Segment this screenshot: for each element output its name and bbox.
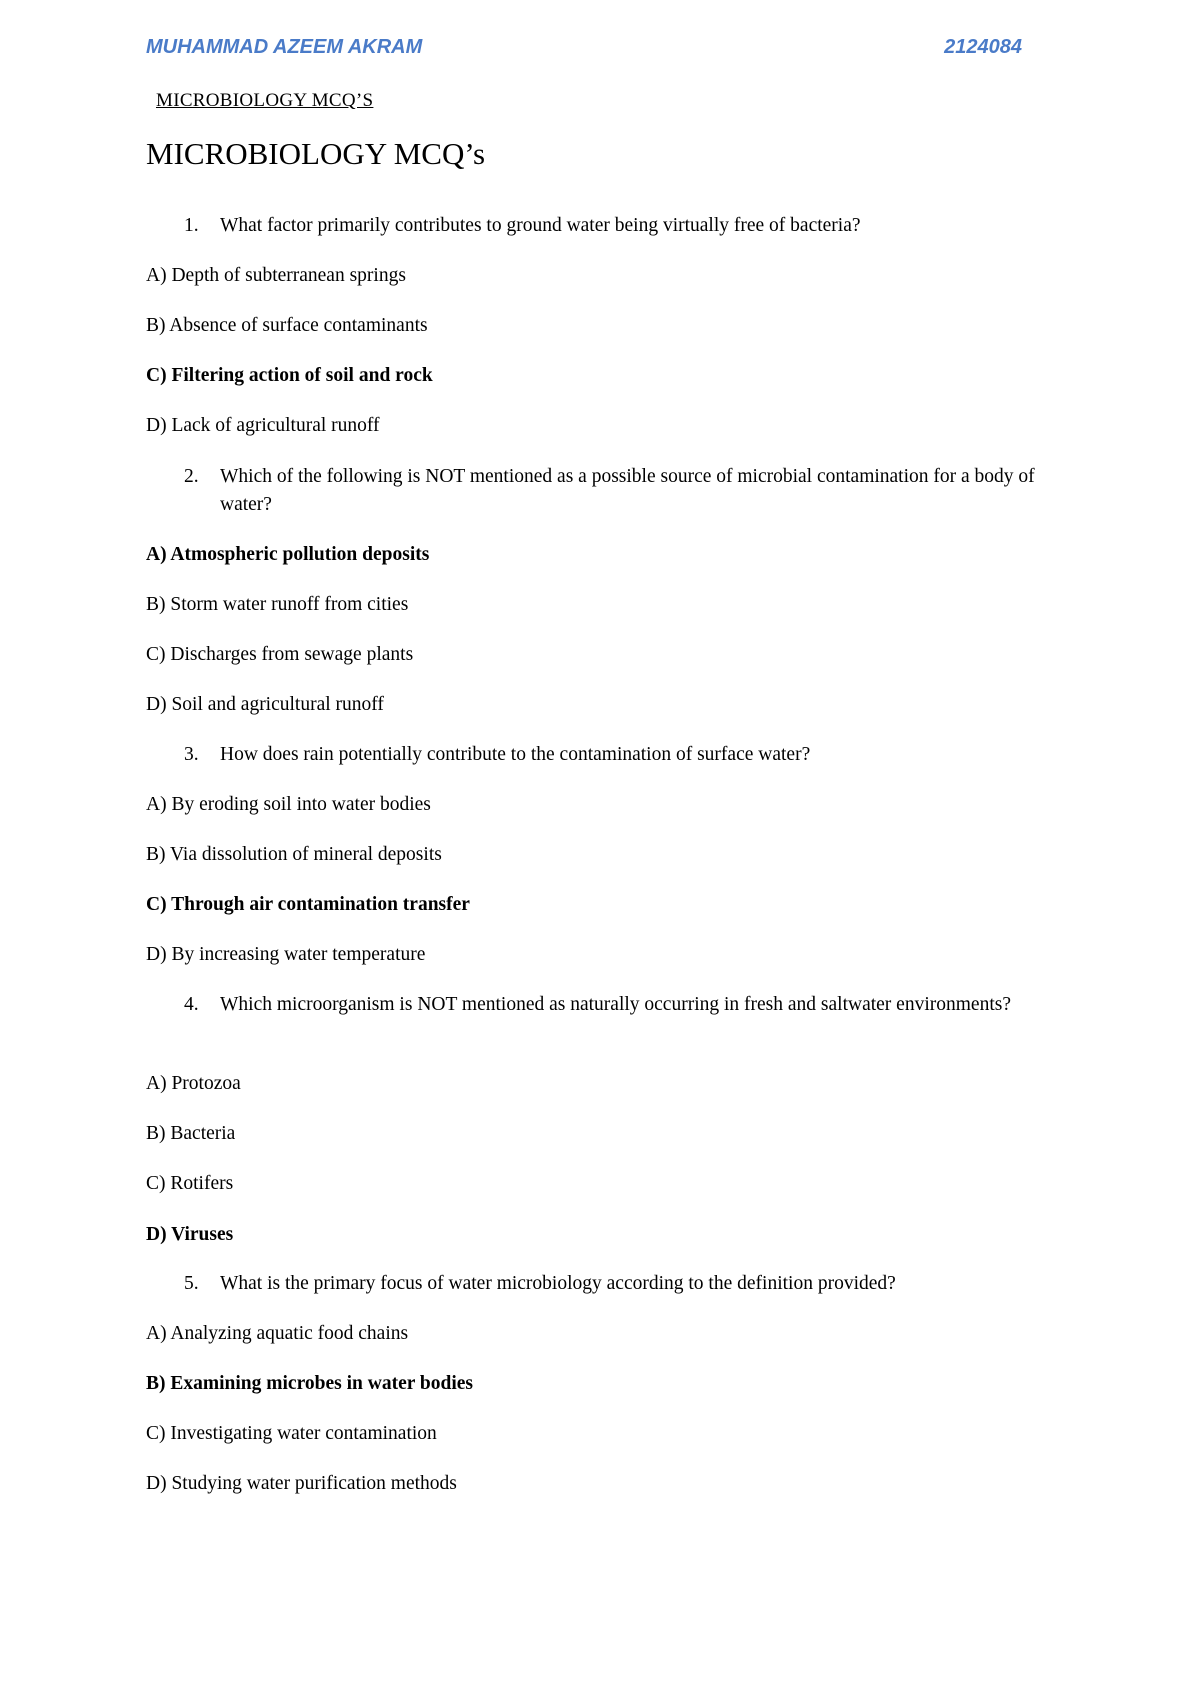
question-1 xyxy=(184,212,1044,240)
question-number: 3. xyxy=(184,744,199,765)
option-1b: B) Absence of surface contaminants xyxy=(146,315,428,336)
option-5a: A) Analyzing aquatic food chains xyxy=(146,1323,409,1344)
question-4 xyxy=(184,991,1044,1019)
option-1d: D) Lack of agricultural runoff xyxy=(146,415,380,436)
question-number: 5. xyxy=(184,1273,199,1294)
question-number: 2. xyxy=(184,466,199,487)
question-text: Which of the following is NOT mentioned as a possible source of microbial contamination for a body of water? xyxy=(220,466,1035,515)
page-header xyxy=(146,36,1022,66)
option-4c: C) Rotifers xyxy=(146,1173,234,1194)
document-title: MICROBIOLOGY MCQ’s xyxy=(146,136,486,171)
option-5c: C) Investigating water contamination xyxy=(146,1423,437,1444)
option-3c: C) Through air contamination transfer xyxy=(146,894,470,915)
option-4d: D) Viruses xyxy=(146,1224,234,1245)
option-4a: A) Protozoa xyxy=(146,1073,241,1094)
question-3 xyxy=(184,741,1044,769)
option-2d: D) Soil and agricultural runoff xyxy=(146,694,384,715)
author-name: MUHAMMAD AZEEM AKRAM xyxy=(146,36,423,58)
question-number: 1. xyxy=(184,215,199,236)
option-1c: C) Filtering action of soil and rock xyxy=(146,365,433,386)
question-2 xyxy=(184,463,1044,519)
question-number: 4. xyxy=(184,994,199,1015)
question-text: Which microorganism is NOT mentioned as naturally occurring in fresh and saltwater environments? xyxy=(220,994,1011,1015)
option-3d: D) By increasing water temperature xyxy=(146,944,426,965)
option-3b: B) Via dissolution of mineral deposits xyxy=(146,844,442,865)
option-3a: A) By eroding soil into water bodies xyxy=(146,794,431,815)
option-2a: A) Atmospheric pollution deposits xyxy=(146,544,430,565)
option-1a: A) Depth of subterranean springs xyxy=(146,265,406,286)
question-text: What is the primary focus of water microbiology according to the definition provided? xyxy=(220,1273,896,1294)
question-text: How does rain potentially contribute to the contamination of surface water? xyxy=(220,744,811,765)
option-5d: D) Studying water purification methods xyxy=(146,1473,457,1494)
question-text: What factor primarily contributes to ground water being virtually free of bacteria? xyxy=(220,215,861,236)
question-5 xyxy=(184,1270,1044,1298)
option-5b: B) Examining microbes in water bodies xyxy=(146,1373,474,1394)
option-2b: B) Storm water runoff from cities xyxy=(146,594,409,615)
document-subtitle: MICROBIOLOGY MCQ’S xyxy=(156,90,374,111)
student-id: 2124084 xyxy=(944,36,1022,58)
option-4b: B) Bacteria xyxy=(146,1123,236,1144)
option-2c: C) Discharges from sewage plants xyxy=(146,644,414,665)
